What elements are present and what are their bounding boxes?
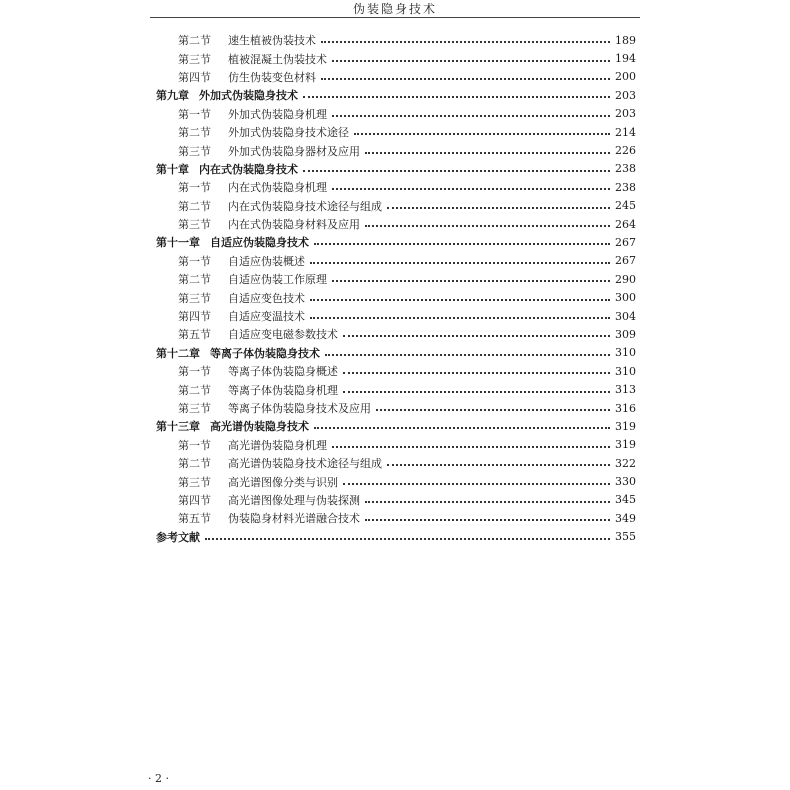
dot-leader [321, 41, 610, 43]
entry-title: 高光谱伪装隐身技术 [210, 420, 309, 434]
toc-section-entry[interactable] [156, 362, 636, 380]
entry-page-number: 310 [615, 346, 636, 360]
entry-title: 自适应伪装概述 [228, 254, 305, 268]
entry-title: 仿生伪装变色材料 [228, 70, 316, 84]
table-of-contents [156, 31, 636, 546]
entry-title: 外加式伪装隐身技术 [199, 89, 298, 103]
entry-page-number: 245 [615, 199, 636, 213]
entry-title: 参考文献 [156, 530, 200, 544]
dot-leader [332, 115, 610, 117]
chapter-number: 第十二章 [156, 346, 200, 360]
entry-page-number: 203 [615, 88, 636, 102]
entry-page-number: 349 [615, 511, 636, 525]
section-number: 第五节 [178, 512, 211, 526]
entry-page-number: 300 [615, 291, 636, 305]
entry-title: 高光谱伪装隐身机理 [228, 438, 327, 452]
dot-leader [343, 483, 610, 485]
section-number: 第三节 [178, 291, 211, 305]
section-number: 第一节 [178, 365, 211, 379]
entry-page-number: 290 [615, 272, 636, 286]
toc-chapter-entry[interactable] [156, 160, 636, 178]
dot-leader [354, 133, 610, 135]
section-number: 第二节 [178, 34, 211, 48]
entry-page-number: 319 [615, 438, 636, 452]
section-number: 第一节 [178, 254, 211, 268]
dot-leader [310, 299, 610, 301]
section-number: 第三节 [178, 144, 211, 158]
toc-chapter-entry[interactable] [156, 528, 636, 546]
dot-leader [332, 280, 610, 282]
dot-leader [321, 78, 610, 80]
chapter-number: 第十一章 [156, 236, 200, 250]
toc-section-entry[interactable] [156, 105, 636, 123]
entry-title: 自适应变色技术 [228, 291, 305, 305]
toc-chapter-entry[interactable] [156, 344, 636, 362]
toc-section-entry[interactable] [156, 49, 636, 67]
header-rule [150, 17, 640, 18]
toc-section-entry[interactable] [156, 325, 636, 343]
toc-chapter-entry[interactable] [156, 86, 636, 104]
section-number: 第四节 [178, 70, 211, 84]
toc-chapter-entry[interactable] [156, 417, 636, 435]
toc-section-entry[interactable] [156, 252, 636, 270]
toc-section-entry[interactable] [156, 215, 636, 233]
toc-section-entry[interactable] [156, 454, 636, 472]
section-number: 第三节 [178, 218, 211, 232]
chapter-number: 第十三章 [156, 420, 200, 434]
toc-chapter-entry[interactable] [156, 233, 636, 251]
entry-title: 等离子体伪装隐身技术及应用 [228, 402, 371, 415]
entry-page-number: 267 [615, 254, 636, 268]
entry-page-number: 345 [615, 493, 636, 507]
entry-title: 高光谱图像处理与伪装探测 [228, 493, 360, 507]
toc-section-entry[interactable] [156, 399, 636, 417]
entry-title: 内在式伪装隐身材料及应用 [228, 218, 360, 232]
entry-title: 自适应变温技术 [228, 310, 305, 324]
entry-page-number: 238 [615, 162, 636, 176]
section-number: 第四节 [178, 493, 211, 507]
entry-page-number: 267 [615, 235, 636, 249]
entry-title: 等离子体伪装隐身机理 [228, 383, 338, 397]
dot-leader [332, 188, 610, 190]
entry-title: 外加式伪装隐身器材及应用 [228, 144, 360, 158]
dot-leader [303, 170, 610, 172]
toc-section-entry[interactable] [156, 197, 636, 215]
entry-title: 自适应变电磁参数技术 [228, 328, 338, 342]
entry-page-number: 309 [615, 327, 636, 341]
entry-page-number: 319 [615, 419, 636, 433]
section-number: 第二节 [178, 273, 211, 287]
dot-leader [310, 317, 610, 319]
toc-section-entry[interactable] [156, 68, 636, 86]
dot-leader [332, 446, 610, 448]
toc-section-entry[interactable] [156, 270, 636, 288]
running-header: 伪装隐身技术 [352, 2, 437, 16]
toc-section-entry[interactable] [156, 288, 636, 306]
section-number: 第二节 [178, 199, 211, 213]
toc-section-entry[interactable] [156, 31, 636, 49]
dot-leader [325, 354, 610, 356]
dot-leader [343, 335, 610, 337]
dot-leader [343, 372, 610, 374]
section-number: 第一节 [178, 107, 211, 121]
dot-leader [310, 262, 610, 264]
entry-title: 等离子体伪装隐身概述 [228, 365, 338, 379]
toc-section-entry[interactable] [156, 436, 636, 454]
toc-section-entry[interactable] [156, 472, 636, 490]
entry-title: 伪装隐身材料光谱融合技术 [228, 512, 360, 526]
section-number: 第四节 [178, 310, 211, 324]
entry-page-number: 200 [615, 70, 636, 84]
chapter-number: 第九章 [156, 89, 189, 103]
entry-title: 速生植被伪装技术 [228, 34, 316, 48]
toc-section-entry[interactable] [156, 178, 636, 196]
dot-leader [387, 464, 610, 466]
toc-section-entry[interactable] [156, 307, 636, 325]
entry-page-number: 304 [615, 309, 636, 323]
entry-page-number: 313 [615, 383, 636, 397]
toc-section-entry[interactable] [156, 509, 636, 527]
entry-title: 自适应伪装隐身技术 [210, 236, 309, 250]
entry-page-number: 203 [615, 107, 636, 121]
section-number: 第三节 [178, 475, 211, 489]
section-number: 第二节 [178, 126, 211, 140]
section-number: 第二节 [178, 457, 211, 471]
entry-title: 外加式伪装隐身机理 [228, 107, 327, 121]
dot-leader [343, 391, 610, 393]
section-number: 第一节 [178, 438, 211, 452]
entry-title: 高光谱图像分类与识别 [228, 475, 338, 489]
dot-leader [205, 538, 610, 540]
toc-section-entry[interactable] [156, 380, 636, 398]
entry-page-number: 189 [615, 33, 636, 47]
entry-title: 外加式伪装隐身技术途径 [228, 126, 349, 140]
section-number: 第二节 [178, 383, 211, 397]
dot-leader [314, 427, 610, 429]
section-number: 第一节 [178, 181, 211, 195]
chapter-number: 第十章 [156, 162, 189, 176]
entry-page-number: 194 [615, 52, 636, 66]
entry-page-number: 330 [615, 475, 636, 489]
section-number: 第三节 [178, 52, 211, 66]
entry-title: 内在式伪装隐身技术 [199, 162, 298, 176]
toc-section-entry[interactable] [156, 123, 636, 141]
page-number: · 2 · [148, 772, 169, 785]
entry-page-number: 322 [615, 456, 636, 470]
entry-page-number: 316 [615, 401, 636, 415]
dot-leader [303, 96, 610, 98]
entry-title: 植被混凝土伪装技术 [228, 52, 327, 66]
dot-leader [365, 501, 610, 503]
entry-page-number: 264 [615, 217, 636, 231]
entry-page-number: 238 [615, 180, 636, 194]
dot-leader [332, 60, 610, 62]
toc-section-entry[interactable] [156, 141, 636, 159]
entry-page-number: 310 [615, 364, 636, 378]
entry-title: 高光谱伪装隐身技术途径与组成 [228, 457, 382, 471]
entry-page-number: 226 [615, 144, 636, 158]
entry-title: 内在式伪装隐身机理 [228, 181, 327, 195]
dot-leader [376, 409, 610, 411]
dot-leader [387, 207, 610, 209]
dot-leader [314, 243, 610, 245]
section-number: 第五节 [178, 328, 211, 342]
entry-title: 内在式伪装隐身技术途径与组成 [228, 199, 382, 213]
entry-title: 等离子体伪装隐身技术 [210, 346, 320, 360]
dot-leader [365, 152, 610, 154]
entry-page-number: 355 [615, 530, 636, 544]
dot-leader [365, 225, 610, 227]
entry-page-number: 214 [615, 125, 636, 139]
dot-leader [365, 519, 610, 521]
entry-title: 自适应伪装工作原理 [228, 273, 327, 287]
section-number: 第三节 [178, 402, 211, 415]
toc-section-entry[interactable] [156, 491, 636, 509]
